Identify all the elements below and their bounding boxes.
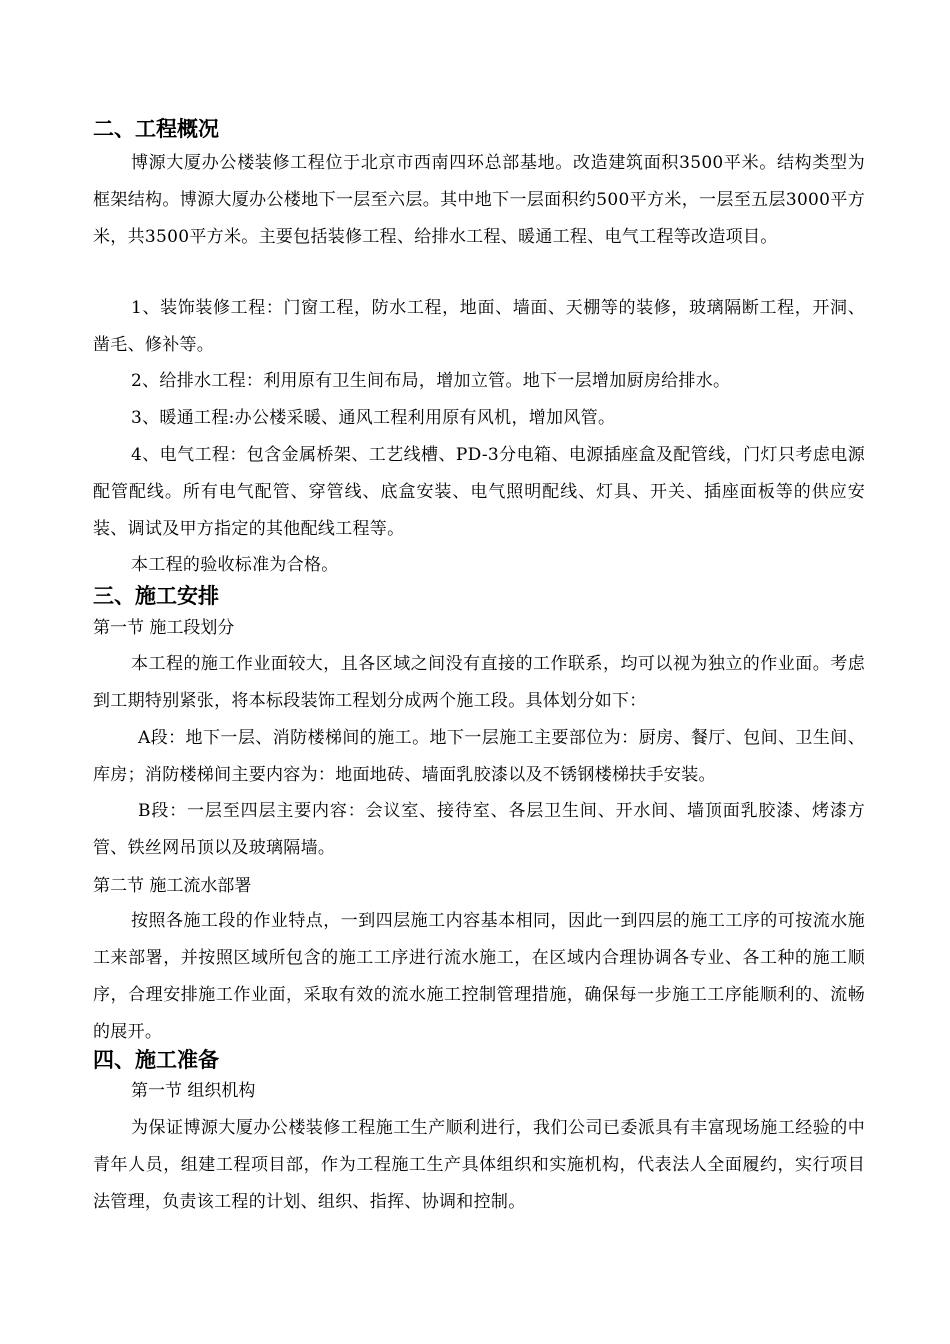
decoration-work-item: 1、装饰装修工程：门窗工程，防水工程，地面、墙面、天棚等的装修，玻璃隔断工程，开洞、凿毛、修补等。 — [93, 298, 865, 355]
section-4-organization-paragraph: 为保证博源大厦办公楼装修工程施工生产顺利进行，我们公司已委派具有丰富现场施工经验的中青年人员，组建工程项目部，作为工程施工生产具体组织和实施机构，代表法人全面履约，实行项目法管理，负责该工程的计划、组织、指挥、协调和控制。 — [93, 1118, 865, 1212]
section-2-overview-paragraph: 博源大厦办公楼装修工程位于北京市西南四环总部基地。改造建筑面积3500平米。结构类型为框架结构。博源大厦办公楼地下一层至六层。其中地下一层面积约500平方米，一层至五层3000平方米，共3500平方米。主要包括装修工程、给排水工程、暖通工程、电气工程等改造项目。 — [93, 153, 865, 247]
hvac-work-item: 3、暖通工程:办公楼采暖、通风工程利用原有风机，增加风管。 — [131, 408, 616, 428]
segment-a-paragraph: A段：地下一层、消防楼梯间的施工。地下一层施工主要部位为：厨房、餐厅、包间、卫生间、库房；消防楼梯间主要内容为：地面地砖、墙面乳胶漆以及不锈钢楼梯扶手安装。 — [93, 728, 865, 785]
section-3-division-paragraph: 本工程的施工作业面较大，且各区域之间没有直接的工作联系，均可以视为独立的作业面。考虑到工期特别紧张，将本标段装饰工程划分成两个施工段。具体划分如下： — [93, 654, 865, 711]
section-3-flow-paragraph: 按照各施工段的作业特点，一到四层施工内容基本相同，因此一到四层的施工工序的可按流水施工来部署，并按照区域所包含的施工工序进行流水施工，在区域内合理协调各专业、各工种的施工顺序，合理安排施工作业面，采取有效的流水施工控制管理措施，确保每一步施工工序能顺利的、流畅的展开。 — [93, 911, 865, 1042]
section-3-subsection-2-title: 第二节 施工流水部署 — [93, 876, 252, 896]
plumbing-work-item: 2、给排水工程：利用原有卫生间布局，增加立管。地下一层增加厨房给排水。 — [131, 371, 731, 391]
acceptance-standard: 本工程的验收标准为合格。 — [131, 555, 339, 575]
section-3-heading: 三、施工安排 — [93, 584, 219, 608]
section-2-heading: 二、工程概况 — [93, 117, 219, 141]
section-4-heading: 四、施工准备 — [93, 1048, 219, 1072]
section-4-subsection-1-title: 第一节 组织机构 — [131, 1081, 256, 1101]
segment-b-paragraph: B段：一层至四层主要内容：会议室、接待室、各层卫生间、开水间、墙顶面乳胶漆、烤漆方管、铁丝网吊顶以及玻璃隔墙。 — [93, 801, 865, 858]
electrical-work-item: 4、电气工程：包含金属桥架、工艺线槽、PD-3分电箱、电源插座盒及配管线，门灯只考虑电源配管配线。所有电气配管、穿管线、底盒安装、电气照明配线、灯具、开关、插座面板等的供应安装、调试及甲方指定的其他配线工程等。 — [93, 445, 865, 539]
section-3-subsection-1-title: 第一节 施工段划分 — [93, 618, 235, 638]
